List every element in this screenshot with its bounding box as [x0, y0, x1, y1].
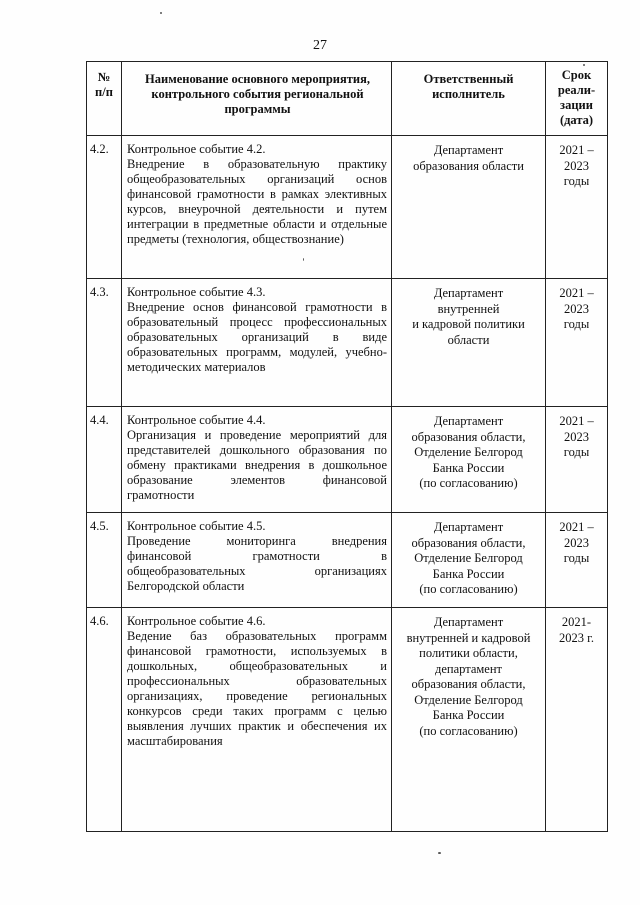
program-events-table [86, 61, 608, 832]
row-number: 4.6. [87, 608, 122, 832]
event-description: Проведение мониторинга внедрения финансовой грамотности в общеобразовательных организациях Белгородской области [127, 534, 387, 593]
responsible-cell: Департамент образования области, Отделение Белгород Банка России (по согласованию) [392, 407, 546, 513]
table-row [87, 407, 608, 513]
event-description: Ведение баз образовательных программ финансовой грамотности, используемых в дошкольных, общеобразовательных и профессиональных образовательных организациях, проведение региональных конкурсов среди таких программ с целью выявления лучших практик и обеспечения их масштабирования [127, 629, 387, 748]
event-cell [122, 513, 392, 608]
term-cell: 2021 – 2023 годы [546, 407, 608, 513]
row-number: 4.4. [87, 407, 122, 513]
event-title: Контрольное событие 4.6. [127, 614, 266, 628]
scan-speck [160, 12, 162, 14]
scan-speck [438, 852, 441, 854]
event-title: Контрольное событие 4.2. [127, 142, 266, 156]
event-cell [122, 608, 392, 832]
responsible-cell: Департамент внутренней и кадровой политики области, департамент образования области, Отделение Белгород Банка России (по согласованию) [392, 608, 546, 832]
responsible-cell: Департамент внутренней и кадровой политики области [392, 279, 546, 407]
header-num: № п/п [87, 62, 122, 136]
row-number: 4.3. [87, 279, 122, 407]
event-description: Организация и проведение мероприятий для представителей дошкольного образования по обмену практиками внедрения в дошкольное образование элементов финансовой грамотности [127, 428, 387, 502]
term-cell: 2021 – 2023 годы [546, 279, 608, 407]
event-description: Внедрение основ финансовой грамотности в образовательный процесс профессиональных образовательных организаций в виде образовательных программ, модулей, учебно-методических материалов [127, 300, 387, 374]
responsible-cell: Департамент образования области, Отделение Белгород Банка России (по согласованию) [392, 513, 546, 608]
term-cell: 2021- 2023 г. [546, 608, 608, 832]
scan-speck [303, 258, 304, 261]
event-title: Контрольное событие 4.4. [127, 413, 266, 427]
table-row [87, 513, 608, 608]
event-cell [122, 136, 392, 279]
event-title: Контрольное событие 4.3. [127, 285, 266, 299]
page-number: 27 [313, 38, 327, 53]
term-cell: 2021 – 2023 годы [546, 513, 608, 608]
row-number: 4.2. [87, 136, 122, 279]
table-row [87, 608, 608, 832]
event-cell [122, 279, 392, 407]
table-row [87, 279, 608, 407]
row-number: 4.5. [87, 513, 122, 608]
scan-speck [583, 64, 585, 66]
table-row [87, 136, 608, 279]
event-cell [122, 407, 392, 513]
responsible-cell: Департамент образования области [392, 136, 546, 279]
header-responsible: Ответственный исполнитель [392, 62, 546, 136]
event-description: Внедрение в образовательную практику общеобразовательных организаций основ финансовой грамотности в рамках элективных курсов, внеурочной деятельности и путем интеграции в предметные области и отдельные предметы (технология, обществознание) [127, 157, 387, 246]
table-header-row [87, 62, 608, 136]
header-term: Срок реали- зации (дата) [546, 62, 608, 136]
term-cell: 2021 – 2023 годы [546, 136, 608, 279]
header-name: Наименование основного мероприятия, контрольного события региональной программы [122, 62, 392, 136]
event-title: Контрольное событие 4.5. [127, 519, 266, 533]
